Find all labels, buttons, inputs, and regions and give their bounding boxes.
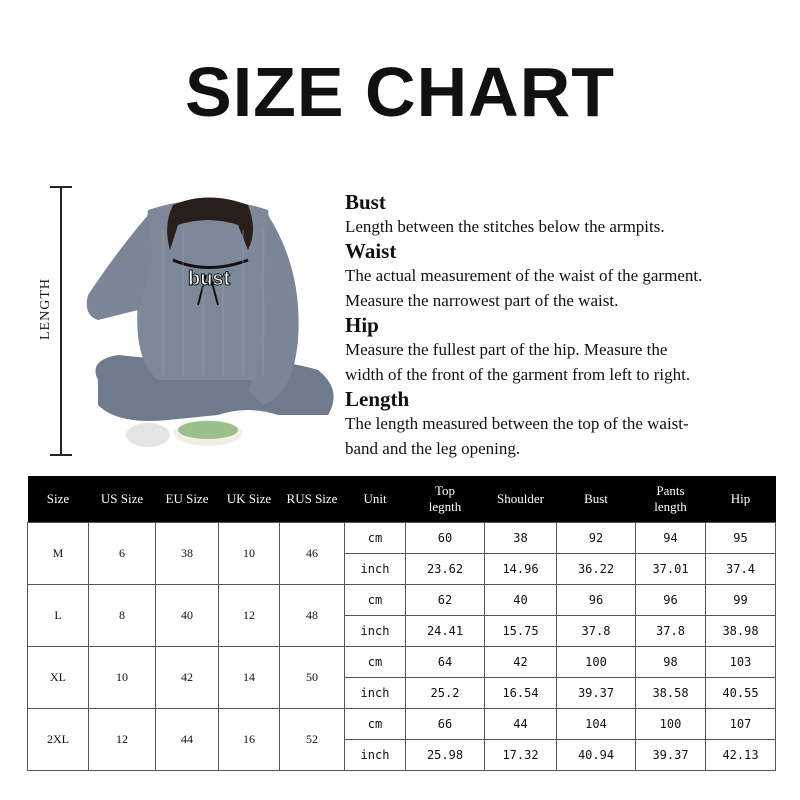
length-term: Length [345,387,410,411]
size-cell: 2XL [28,709,89,771]
measure-cell: 99 [706,585,776,616]
measure-cell: 107 [706,709,776,740]
size-cell: 10 [219,523,280,585]
waist-term: Waist [345,239,397,263]
size-cell: 12 [219,585,280,647]
measure-cell: 16.54 [485,678,557,709]
measure-cell: 38.98 [706,616,776,647]
length-measure-cap-top [50,186,72,188]
size-cell: 6 [89,523,156,585]
size-cell: 12 [89,709,156,771]
waist-definition-line: Measure the narrowest part of the waist. [345,291,619,310]
page-title: SIZE CHART [185,53,615,131]
size-table [27,476,776,771]
measure-cell: 103 [706,647,776,678]
measure-cell: 42.13 [706,740,776,771]
size-cell: 42 [156,647,219,709]
size-cell: 46 [280,523,345,585]
measure-cell: 38 [485,523,557,554]
measure-cell: 64 [406,647,485,678]
unit-cell: inch [345,616,406,647]
measure-cell: 14.96 [485,554,557,585]
column-header: RUS Size [280,476,345,523]
unit-cell: inch [345,678,406,709]
measure-cell: 24.41 [406,616,485,647]
column-header: Bust [557,476,636,523]
length-measure-cap-bottom [50,454,72,456]
measure-cell: 25.98 [406,740,485,771]
measure-cell: 100 [636,709,706,740]
measure-cell: 39.37 [636,740,706,771]
column-header: Pants length [636,476,706,523]
column-header: Hip [706,476,776,523]
unit-cell: cm [345,523,406,554]
measure-cell: 104 [557,709,636,740]
table-row [28,709,776,740]
size-cell: 44 [156,709,219,771]
hip-term: Hip [345,313,379,337]
column-header: Unit [345,476,406,523]
measure-cell: 94 [636,523,706,554]
size-cell: 14 [219,647,280,709]
unit-cell: cm [345,709,406,740]
table-header-row [28,476,776,523]
measure-cell: 36.22 [557,554,636,585]
definitions-panel [345,190,785,461]
measure-cell: 17.32 [485,740,557,771]
hip-definition-line: Measure the fullest part of the hip. Measure the [345,340,668,359]
table-row [28,523,776,554]
size-cell: 50 [280,647,345,709]
column-header: Top legnth [406,476,485,523]
measure-cell: 96 [557,585,636,616]
length-label: LENGTH [38,278,53,340]
hip-definition-line: width of the front of the garment from left to right. [345,365,691,384]
bust-term: Bust [345,190,386,214]
column-header: EU Size [156,476,219,523]
size-cell: 48 [280,585,345,647]
measure-cell: 23.62 [406,554,485,585]
bust-label: bust [188,268,231,290]
measure-cell: 92 [557,523,636,554]
measure-cell: 98 [636,647,706,678]
table-row [28,585,776,616]
size-cell: 8 [89,585,156,647]
measure-cell: 40.55 [706,678,776,709]
measure-cell: 15.75 [485,616,557,647]
size-cell: M [28,523,89,585]
unit-cell: cm [345,585,406,616]
measure-cell: 95 [706,523,776,554]
measure-cell: 37.8 [557,616,636,647]
column-header: UK Size [219,476,280,523]
waist-definition-line: The actual measurement of the waist of the garment. [345,266,703,285]
measure-cell: 44 [485,709,557,740]
measure-cell: 42 [485,647,557,678]
measure-cell: 38.58 [636,678,706,709]
measure-cell: 40 [485,585,557,616]
unit-cell: inch [345,740,406,771]
model-photo [78,190,343,460]
measure-cell: 62 [406,585,485,616]
measure-cell: 39.37 [557,678,636,709]
measure-cell: 37.4 [706,554,776,585]
measure-cell: 25.2 [406,678,485,709]
table-row [28,647,776,678]
measure-cell: 40.94 [557,740,636,771]
length-definition-line: The length measured between the top of the waist- [345,414,689,433]
column-header: Size [28,476,89,523]
measure-cell: 100 [557,647,636,678]
size-cell: 52 [280,709,345,771]
measure-cell: 37.8 [636,616,706,647]
column-header: US Size [89,476,156,523]
size-cell: 38 [156,523,219,585]
size-cell: 16 [219,709,280,771]
bust-definition: Length between the stitches below the armpits. [345,217,665,236]
measure-cell: 60 [406,523,485,554]
unit-cell: inch [345,554,406,585]
column-header: Shoulder [485,476,557,523]
measure-cell: 96 [636,585,706,616]
size-cell: 10 [89,647,156,709]
size-cell: XL [28,647,89,709]
length-definition-line: band and the leg opening. [345,439,521,458]
measure-cell: 66 [406,709,485,740]
size-cell: L [28,585,89,647]
unit-cell: cm [345,647,406,678]
measure-cell: 37.01 [636,554,706,585]
size-cell: 40 [156,585,219,647]
